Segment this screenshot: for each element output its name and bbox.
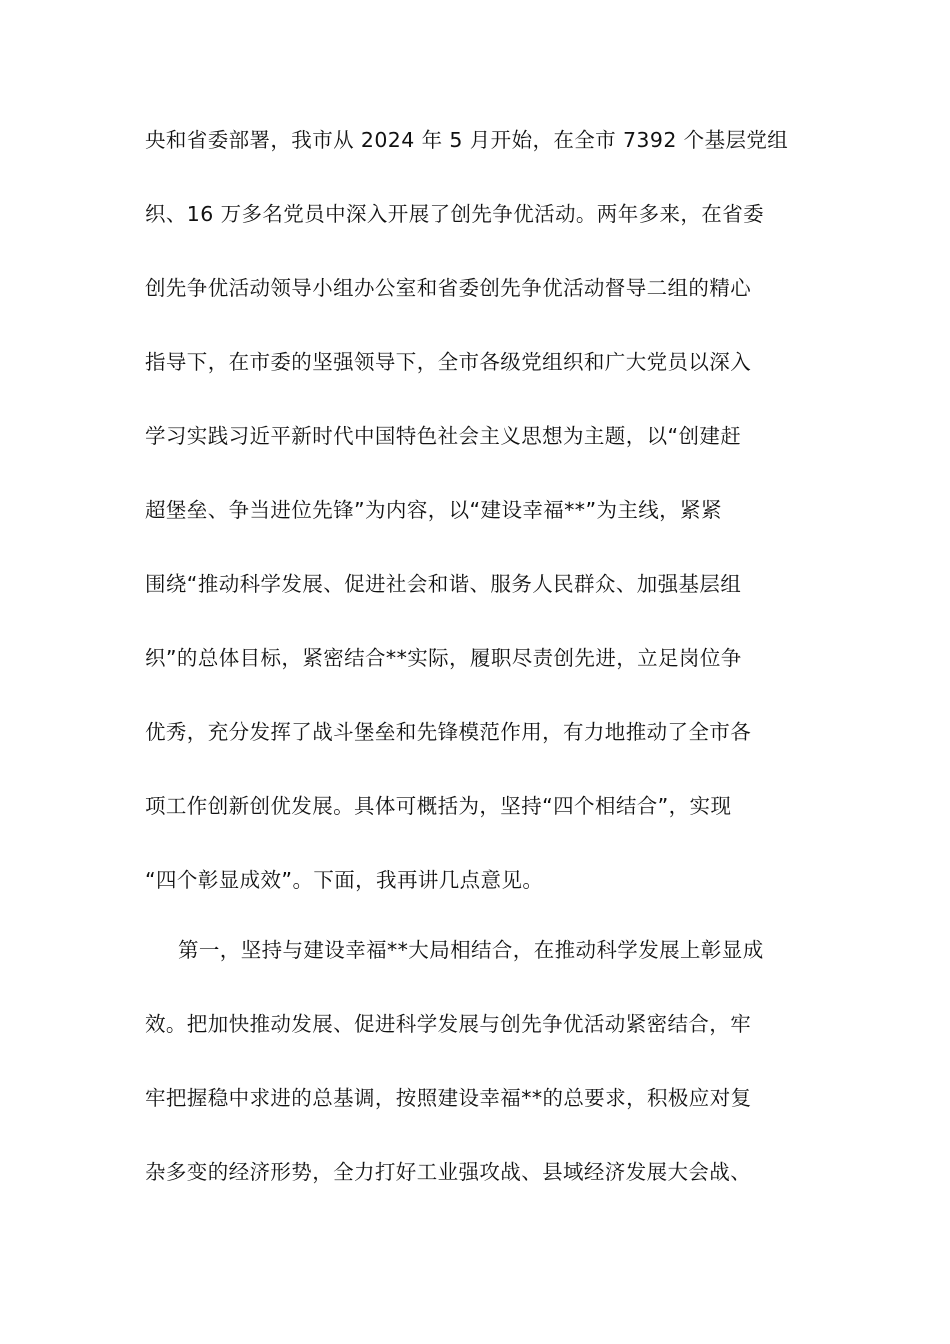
text-line: 指导下，在市委的坚强领导下，全市各级党组织和广大党员以深入 [145, 350, 752, 374]
text-line: 杂多变的经济形势，全力打好工业强攻战、县域经济发展大会战、 [145, 1160, 752, 1184]
text-line: 央和省委部署，我市从 2024 年 5 月开始，在全市 7392 个基层党组 [145, 128, 789, 152]
text-line: 牢把握稳中求进的总基调，按照建设幸福**的总要求，积极应对复 [145, 1086, 752, 1110]
text-line: 超堡垒、争当进位先锋”为内容，以“建设幸福**”为主线，紧紧 [145, 498, 722, 522]
text-line: 优秀，充分发挥了战斗堡垒和先锋模范作用，有力地推动了全市各 [145, 720, 752, 744]
text-line: 效。把加快推动发展、促进科学发展与创先争优活动紧密结合，牢 [145, 1012, 752, 1036]
text-line: 织”的总体目标，紧密结合**实际，履职尽责创先进，立足岗位争 [145, 646, 742, 670]
text-line: 第一，坚持与建设幸福**大局相结合，在推动科学发展上彰显成 [178, 938, 764, 962]
text-line: 创先争优活动领导小组办公室和省委创先争优活动督导二组的精心 [145, 276, 752, 300]
text-line: “四个彰显成效”。下面，我再讲几点意见。 [145, 868, 544, 892]
text-line: 围绕“推动科学发展、促进社会和谐、服务人民群众、加强基层组 [145, 572, 742, 596]
text-line: 项工作创新创优发展。具体可概括为，坚持“四个相结合”，实现 [145, 794, 732, 818]
text-line: 织、16 万多名党员中深入开展了创先争优活动。两年多来，在省委 [145, 202, 764, 226]
text-line: 学习实践习近平新时代中国特色社会主义思想为主题，以“创建赶 [145, 424, 742, 448]
